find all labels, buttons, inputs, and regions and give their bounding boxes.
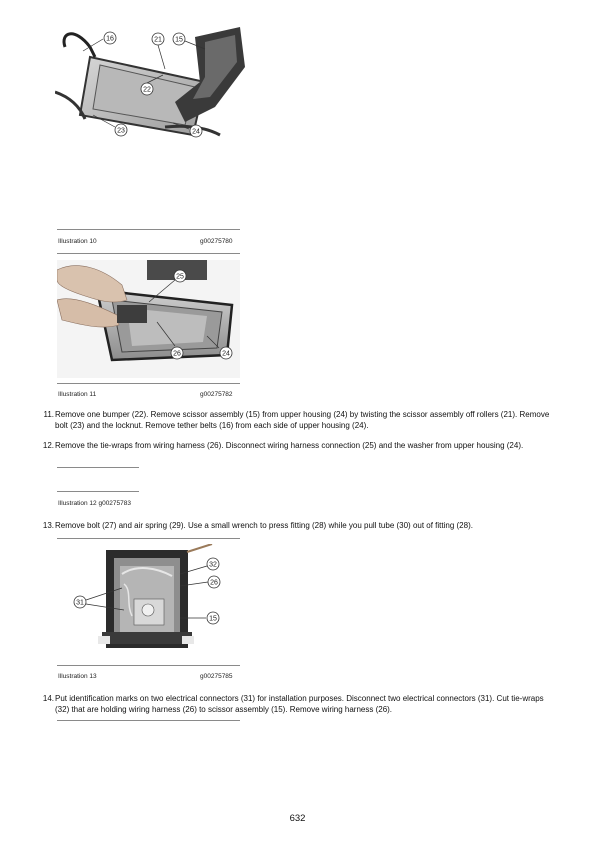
illustration-10-caption: Illustration 10 (58, 238, 97, 245)
svg-text:24: 24 (222, 350, 230, 358)
illustration-10-top-rule (57, 229, 240, 230)
svg-text:31: 31 (76, 599, 84, 607)
illustration-13-top-rule (57, 538, 240, 539)
illustration-13-caption: Illustration 13 (58, 673, 97, 680)
step-number: 14. (42, 694, 54, 703)
svg-text:26: 26 (173, 350, 181, 358)
step-14-rule (57, 720, 240, 721)
illustration-12-caption: Illustration 12 g00275783 (58, 500, 132, 507)
svg-text:15: 15 (209, 615, 217, 623)
illustration-12-bottom-rule (57, 491, 139, 492)
illustration-12-top-rule (57, 467, 139, 468)
svg-text:22: 22 (143, 86, 151, 94)
step-number: 12. (42, 441, 54, 450)
svg-text:21: 21 (154, 36, 162, 44)
illustration-13-code: g00275785 (200, 673, 233, 680)
page-number: 632 (289, 813, 306, 824)
illustration-11-code: g00275782 (200, 391, 233, 398)
svg-text:26: 26 (210, 579, 218, 587)
step-number: 13. (42, 521, 54, 530)
svg-text:24: 24 (192, 128, 200, 136)
illustration-11-top-rule (57, 383, 240, 384)
svg-text:15: 15 (175, 36, 183, 44)
step-text: Remove bolt (27) and air spring (29). Use a small wrench to press fitting (28) while you pull tube (30) out of fitting (28). (55, 521, 473, 530)
illustration-13-photo (62, 544, 232, 656)
svg-text:32: 32 (209, 561, 217, 569)
svg-text:16: 16 (106, 35, 114, 43)
illustration-10-bottom-rule (57, 253, 240, 254)
illustration-10-photo (55, 27, 245, 142)
illustration-11-photo (57, 260, 240, 378)
step-number: 11. (43, 410, 54, 419)
illustration-11-caption: Illustration 11 (58, 391, 97, 398)
svg-text:25: 25 (176, 273, 184, 281)
illustration-10-code: g00275780 (200, 238, 233, 245)
step-text: Remove one bumper (22). Remove scissor assembly (15) from upper housing (24) by twisting the scissor assembly off rollers (21). Remove bolt (23) and the locknut. Remove tether belts (16) from each side of upper housing (24). (55, 410, 550, 430)
step-text: Put identification marks on two electrical connectors (31) for installation purposes. Disconnect two electrical connectors (31). Cut tie-wraps (32) that are holding wiring harness (26) to scissor assembly (15). Remove wiring harness (26). (55, 694, 544, 714)
step-text: Remove the tie-wraps from wiring harness (26). Disconnect wiring harness connection (25) and the washer from upper housing (24). (55, 441, 524, 450)
illustration-13-bottom-rule (57, 665, 240, 666)
svg-text:23: 23 (117, 127, 125, 135)
